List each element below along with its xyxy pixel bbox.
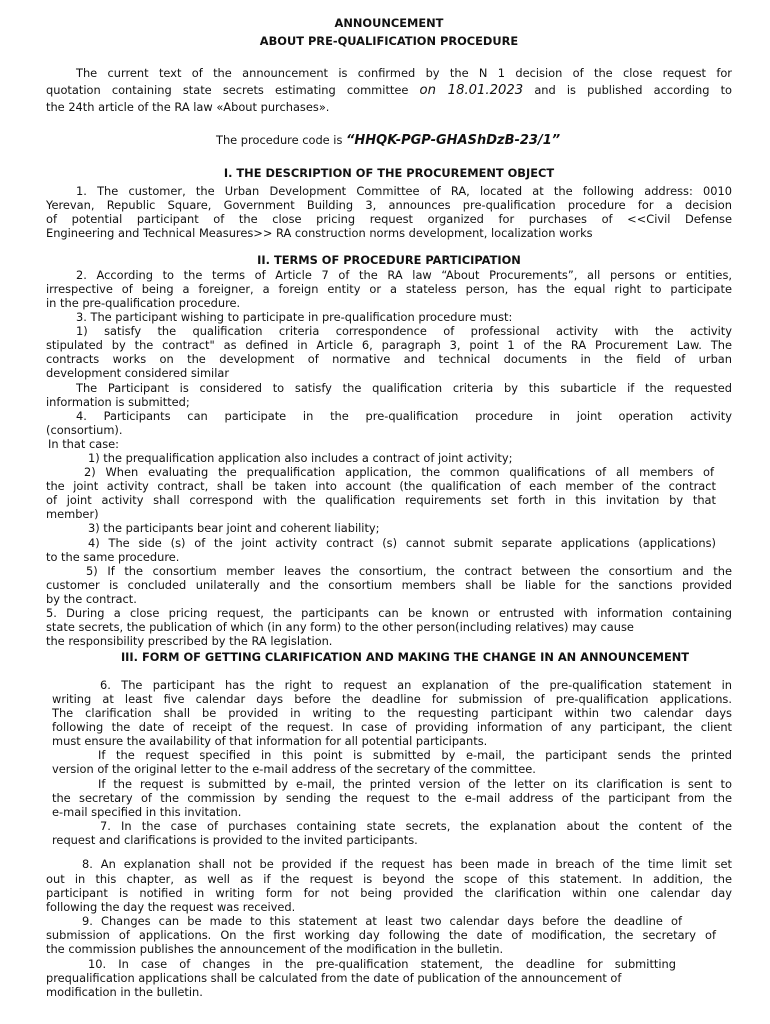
section-2-line: 1) the prequalification application also includes a contract of joint activity;: [88, 451, 513, 465]
section-3-line: 8. An explanation shall not be provided if the request has been made in breach of the time limit set: [82, 857, 732, 871]
section-3-line: the commission publishes the announcement of the modification in the bulletin.: [46, 942, 504, 956]
section-2-line: contracts works on the development of normative and technical documents in the field of urban: [46, 352, 732, 366]
section-2-line: information is submitted;: [46, 395, 190, 409]
section-1-line: Engineering and Technical Measures>> RA construction norms development, localization works: [46, 226, 593, 240]
section-2-line: 1) satisfy the qualification criteria correspondence of professional activity with the activity: [76, 324, 732, 338]
section-2-line: In that case:: [48, 437, 119, 451]
section-2-line: the joint activity contract, shall be taken into account (the qualification of each member of the contract: [46, 479, 716, 493]
section-2-line: to the same procedure.: [46, 550, 180, 564]
section-3-line: 10. In case of changes in the pre-qualification statement, the deadline for submitting: [88, 957, 676, 971]
decision-date: on 18.01.2023: [419, 83, 524, 98]
section-3-line: participant is notified in writing form for not being provided the clarification within one calendar day: [46, 886, 732, 900]
section-3-line: writing at least five calendar days before the deadline for submission of pre-qualification applications.: [52, 692, 732, 706]
section-3-line: modification in the bulletin.: [46, 985, 203, 999]
section-2-line: irrespective of being a foreigner, a foreign entity or a stateless person, has the equal right to participate: [46, 282, 732, 296]
section-3-line: 9. Changes can be made to this statement at least two calendar days before the deadline of: [82, 914, 682, 928]
section-3-line: If the request is submitted by e-mail, the printed version of the letter on its clarification is sent to: [98, 777, 732, 791]
section-2-line: 3. The participant wishing to participate in pre-qualification procedure must:: [76, 310, 513, 324]
section-2-line: 5) If the consortium member leaves the consortium, the contract between the consortium and the: [86, 564, 732, 578]
section-3-line: The clarification shall be provided in writing to the requesting participant within two calendar days: [52, 706, 732, 720]
section-2-line: 4) The side (s) of the joint activity contract (s) cannot submit separate applications (applications): [88, 536, 716, 550]
section-2-line: 2) When evaluating the prequalification application, the common qualifications of all members of: [84, 465, 714, 479]
section-3-line: If the request specified in this point is submitted by e-mail, the participant sends the printed: [98, 748, 732, 762]
section-1-line: of potential participant of the close pricing request organized for purchases of <<Civil Defense: [46, 212, 732, 226]
section-1-line: 1. The customer, the Urban Development Committee of RA, located at the following address: 0010: [76, 184, 732, 198]
section-1-line: Yerevan, Republic Square, Government Building 3, announces pre-qualification procedure for a decision: [46, 198, 732, 212]
document-title: ANNOUNCEMENT: [334, 16, 444, 30]
intro-line-2: quotation containing state secrets estimating committee on 18.01.2023 and is published according to: [46, 83, 733, 98]
section-3-line: 6. The participant has the right to request an explanation of the pre-qualification statement in: [100, 678, 732, 692]
section-3-line: following the day the request was received.: [46, 900, 296, 914]
section-2-line: 3) the participants bear joint and coherent liability;: [88, 521, 380, 535]
section-2-line: the responsibility prescribed by the RA legislation.: [46, 634, 333, 648]
document-subtitle: ABOUT PRE-QUALIFICATION PROCEDURE: [259, 34, 519, 48]
section-2-line: stipulated by the contract" as defined in Article 6, paragraph 3, point 1 of the RA Procurement Law. The: [46, 338, 732, 352]
intro-line-3: the 24th article of the RA law «About purchases».: [46, 100, 330, 114]
section-3-line: request and clarifications is provided to the invited participants.: [52, 833, 418, 847]
section-2-line: (consortium).: [46, 423, 123, 437]
section-3-line: e-mail specified in this invitation.: [52, 805, 242, 819]
section-2-line: 2. According to the terms of Article 7 of the RA law “About Procurements”, all persons or entities,: [76, 268, 732, 282]
section-2-heading: II. TERMS OF PROCEDURE PARTICIPATION: [257, 253, 521, 267]
section-3-line: following the date of receipt of the request. In case of providing information of any participant, the client: [52, 720, 732, 734]
section-2-line: 4. Participants can participate in the pre-qualification procedure in joint operation activity: [76, 409, 732, 423]
section-3-line: version of the original letter to the e-mail address of the secretary of the committee.: [52, 762, 536, 776]
procedure-code-line: The procedure code is “HHQK-PGP-GHAShDzB-23/1”: [216, 133, 561, 148]
section-2-line: state secrets, the publication of which (in any form) to the other person(including relatives) may cause: [46, 620, 634, 634]
procedure-code: “HHQK-PGP-GHAShDzB-23/1”: [346, 133, 561, 148]
section-3-heading: III. FORM OF GETTING CLARIFICATION AND MAKING THE CHANGE IN AN ANNOUNCEMENT: [120, 650, 690, 664]
section-2-line: of joint activity shall correspond with the qualification requirements set forth in this invitation by that: [46, 493, 716, 507]
section-2-line: The Participant is considered to satisfy the qualification criteria by this subarticle if the requested: [76, 381, 732, 395]
section-3-line: prequalification applications shall be calculated from the date of publication of the announcement of: [46, 971, 622, 985]
section-3-line: submission of applications. On the first working day following the date of modification, the secretary of: [46, 928, 716, 942]
section-3-line: the secretary of the commission by sending the request to the e-mail address of the participant from the: [52, 791, 732, 805]
section-2-line: development considered similar: [46, 366, 230, 380]
section-3-line: must ensure the availability of that information for all potential participants.: [52, 734, 488, 748]
section-2-line: by the contract.: [46, 592, 137, 606]
section-3-line: 7. In the case of purchases containing state secrets, the explanation about the content of the: [100, 819, 732, 833]
section-3-line: out in this chapter, as well as if the request is beyond the scope of this statement. In addition, the: [46, 872, 732, 886]
section-2-line: in the pre-qualification procedure.: [46, 296, 241, 310]
section-1-heading: I. THE DESCRIPTION OF THE PROCUREMENT OBJECT: [223, 166, 555, 180]
section-2-line: customer is concluded unilaterally and the consortium members shall be liable for the sanctions provided: [46, 578, 732, 592]
section-2-line: 5. During a close pricing request, the participants can be known or entrusted with information containing: [46, 606, 732, 620]
intro-line-1: The current text of the announcement is confirmed by the N 1 decision of the close request for: [76, 66, 732, 80]
section-2-line: member): [46, 507, 99, 521]
